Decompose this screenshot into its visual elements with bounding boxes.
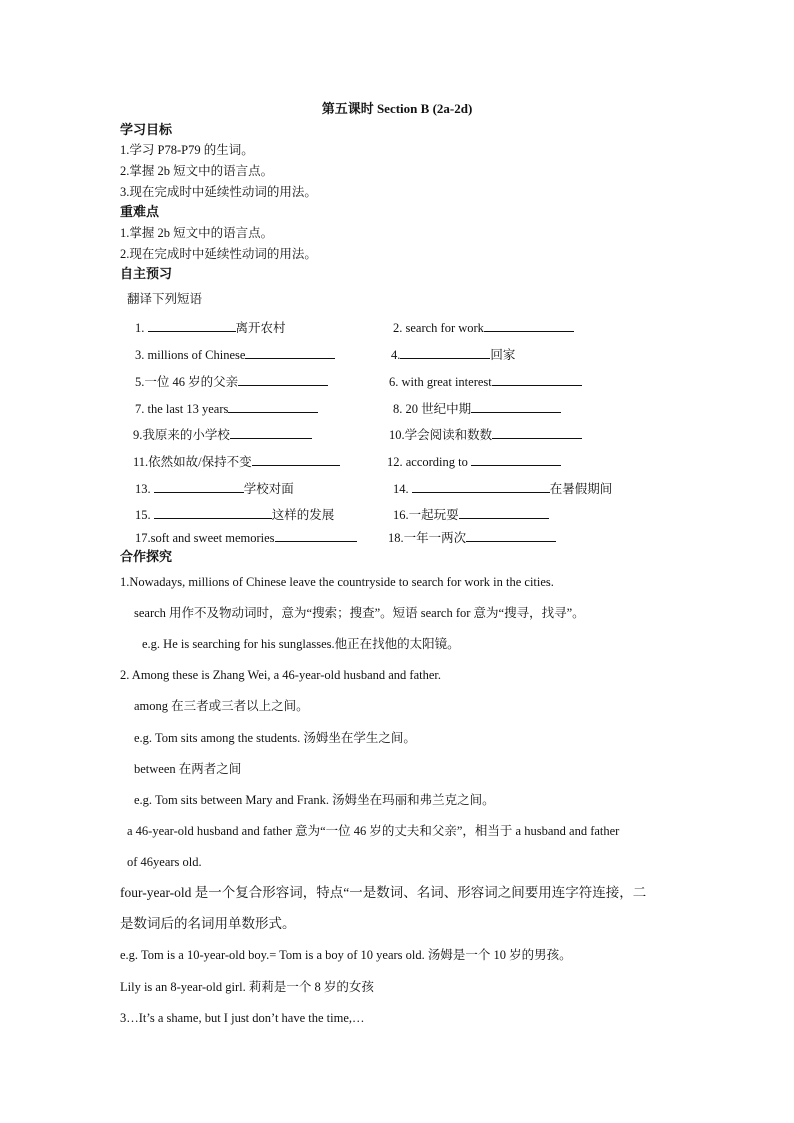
phrase-text: 11.依然如故/保持不变 <box>133 455 252 469</box>
explanation-line: e.g. He is searching for his sunglasses.他正在找他的太阳镜。 <box>142 637 460 651</box>
explanation-line: e.g. Tom sits between Mary and Frank. 汤姆坐在玛丽和弗兰克之间。 <box>134 793 495 807</box>
phrase-text: 回家 <box>490 348 516 362</box>
answer-blank[interactable] <box>275 529 357 542</box>
phrase-text: 12. according to <box>387 455 468 469</box>
explanation-line: e.g. Tom sits among the students. 汤姆坐在学生之间。 <box>134 731 416 745</box>
preview-heading: 自主预习 <box>120 266 173 281</box>
answer-blank[interactable] <box>245 346 335 359</box>
phrase-7 <box>135 400 318 417</box>
phrase-2 <box>393 319 574 336</box>
answer-blank[interactable] <box>466 529 556 542</box>
answer-blank[interactable] <box>412 480 550 493</box>
explanation-line: a 46-year-old husband and father 意为“一位 46 岁的丈夫和父亲”，相当于 a husband and father <box>127 824 620 838</box>
explanation-line: among 在三者或三者以上之间。 <box>134 699 309 713</box>
answer-blank[interactable] <box>154 506 272 519</box>
explanation-line: between 在两者之间 <box>134 762 242 776</box>
phrase-text: 18.一年一两次 <box>388 531 467 545</box>
phrase-1 <box>135 319 286 336</box>
answer-blank[interactable] <box>492 426 582 439</box>
phrase-14 <box>393 480 612 497</box>
phrase-number: 1. <box>135 321 145 335</box>
preview-instruction: 翻译下列短语 <box>127 292 203 306</box>
phrase-17 <box>135 529 357 546</box>
answer-blank[interactable] <box>492 373 582 386</box>
answer-blank[interactable] <box>471 453 561 466</box>
answer-blank[interactable] <box>230 426 312 439</box>
explanation-line: 1.Nowadays, millions of Chinese leave the countryside to search for work in the cities. <box>120 575 554 589</box>
phrase-16 <box>393 506 549 523</box>
phrase-text: 学校对面 <box>243 482 294 496</box>
phrase-3 <box>135 346 335 363</box>
phrase-text: 7. the last 13 years <box>135 402 229 416</box>
answer-blank[interactable] <box>400 346 490 359</box>
phrase-number: 4. <box>391 348 401 362</box>
phrase-text: 9.我原来的小学校 <box>133 428 230 442</box>
phrase-9 <box>133 426 312 443</box>
answer-blank[interactable] <box>228 400 318 413</box>
phrase-number: 14. <box>393 482 409 496</box>
explanation-line: e.g. Tom is a 10-year-old boy.= Tom is a boy of 10 years old. 汤姆是一个 10 岁的男孩。 <box>120 948 572 962</box>
answer-blank[interactable] <box>471 400 561 413</box>
phrase-text: 16.一起玩耍 <box>393 508 459 522</box>
phrase-text: 5.一位 46 岁的父亲 <box>135 375 239 389</box>
phrase-text: 2. search for work <box>393 321 484 335</box>
answer-blank[interactable] <box>252 453 340 466</box>
objectives-heading: 学习目标 <box>120 122 173 137</box>
objective-item: 3.现在完成时中延续性动词的用法。 <box>120 185 317 199</box>
cooperation-heading: 合作探究 <box>120 549 173 564</box>
phrase-5 <box>135 373 328 390</box>
phrase-10 <box>389 426 582 443</box>
objective-item: 2.掌握 2b 短文中的语言点。 <box>120 164 274 178</box>
phrase-text: 17.soft and sweet memories <box>135 531 275 545</box>
phrase-text: 10.学会阅读和数数 <box>389 428 493 442</box>
explanation-line: 3…It’s a shame, but I just don’t have the time,… <box>120 1011 365 1025</box>
phrase-18 <box>388 529 556 546</box>
page-title: 第五课时 Section B (2a-2d) <box>321 101 473 116</box>
explanation-line: four-year-old 是一个复合形容词，特点“一是数词、名词、形容词之间要用连字符连接，二 <box>120 885 647 900</box>
phrase-text: 在暑假期间 <box>549 482 613 496</box>
phrase-text: 这样的发展 <box>271 508 335 522</box>
phrase-text: 6. with great interest <box>389 375 492 389</box>
phrase-text: 3. millions of Chinese <box>135 348 246 362</box>
phrase-15 <box>135 506 334 523</box>
phrase-11 <box>133 453 340 470</box>
explanation-line: 2. Among these is Zhang Wei, a 46-year-old husband and father. <box>120 668 442 682</box>
answer-blank[interactable] <box>484 319 574 332</box>
answer-blank[interactable] <box>148 319 236 332</box>
phrase-13 <box>135 480 294 497</box>
phrase-6 <box>389 373 582 390</box>
phrase-4 <box>391 346 515 363</box>
phrase-12 <box>387 453 561 470</box>
key-point-item: 1.掌握 2b 短文中的语言点。 <box>120 226 274 240</box>
objective-item: 1.学习 P78-P79 的生词。 <box>120 143 254 157</box>
answer-blank[interactable] <box>154 480 244 493</box>
explanation-line: of 46years old. <box>127 855 202 869</box>
key-point-item: 2.现在完成时中延续性动词的用法。 <box>120 247 317 261</box>
explanation-line: 是数词后的名词用单数形式。 <box>120 916 296 931</box>
phrase-number: 15. <box>135 508 151 522</box>
phrase-number: 13. <box>135 482 151 496</box>
phrase-text: 离开农村 <box>235 321 286 335</box>
answer-blank[interactable] <box>459 506 549 519</box>
answer-blank[interactable] <box>238 373 328 386</box>
phrase-8 <box>393 400 561 417</box>
explanation-line: search 用作不及物动词时，意为“搜索；搜查”。短语 search for 意为“搜寻，找寻”。 <box>134 606 585 620</box>
explanation-line: Lily is an 8-year-old girl. 莉莉是一个 8 岁的女孩 <box>120 980 374 994</box>
phrase-text: 8. 20 世纪中期 <box>393 402 472 416</box>
key-points-heading: 重难点 <box>120 204 160 219</box>
